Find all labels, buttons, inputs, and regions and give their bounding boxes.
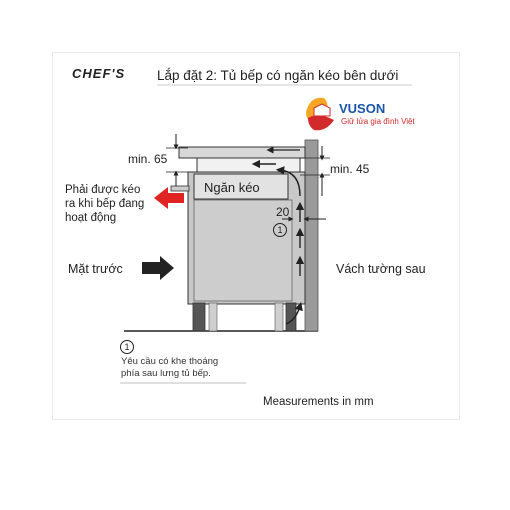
dimension-20: 20	[276, 205, 290, 219]
cabinet-leg-front	[193, 303, 205, 331]
dimension-min-45: min. 45	[330, 162, 370, 176]
hob-top	[179, 147, 305, 158]
ventilation-note: Yêu cầu có khe thoáng phía sau lưng tủ bếp.	[121, 356, 219, 379]
step-marker-a: 1	[273, 223, 287, 237]
page-title: Lắp đặt 2: Tủ bếp có ngăn kéo bên dưới	[157, 68, 399, 83]
dimension-min-65: min. 65	[128, 152, 168, 166]
chefs-logo: CHEF'S	[72, 66, 126, 81]
drawer-label: Ngăn kéo	[204, 180, 260, 195]
vuson-logo-icon	[306, 98, 334, 131]
step-marker-b: 1	[120, 340, 134, 354]
pull-out-note: Phải được kéo ra khi bếp đang hoạt động	[65, 184, 145, 224]
cabinet-plinth-front	[209, 303, 217, 331]
vuson-tagline: Giữ lửa gia đình Việt	[341, 117, 415, 126]
back-wall-label: Vách tường sau	[336, 262, 426, 276]
drawer-handle	[171, 186, 189, 191]
back-wall	[305, 140, 318, 331]
vuson-brand-name: VUSON	[339, 101, 386, 116]
cabinet-plinth-back	[275, 303, 283, 331]
measurements-caption: Measurements in mm	[263, 396, 374, 408]
black-right-arrow-icon	[142, 256, 174, 280]
front-label: Mặt trước	[68, 262, 123, 276]
